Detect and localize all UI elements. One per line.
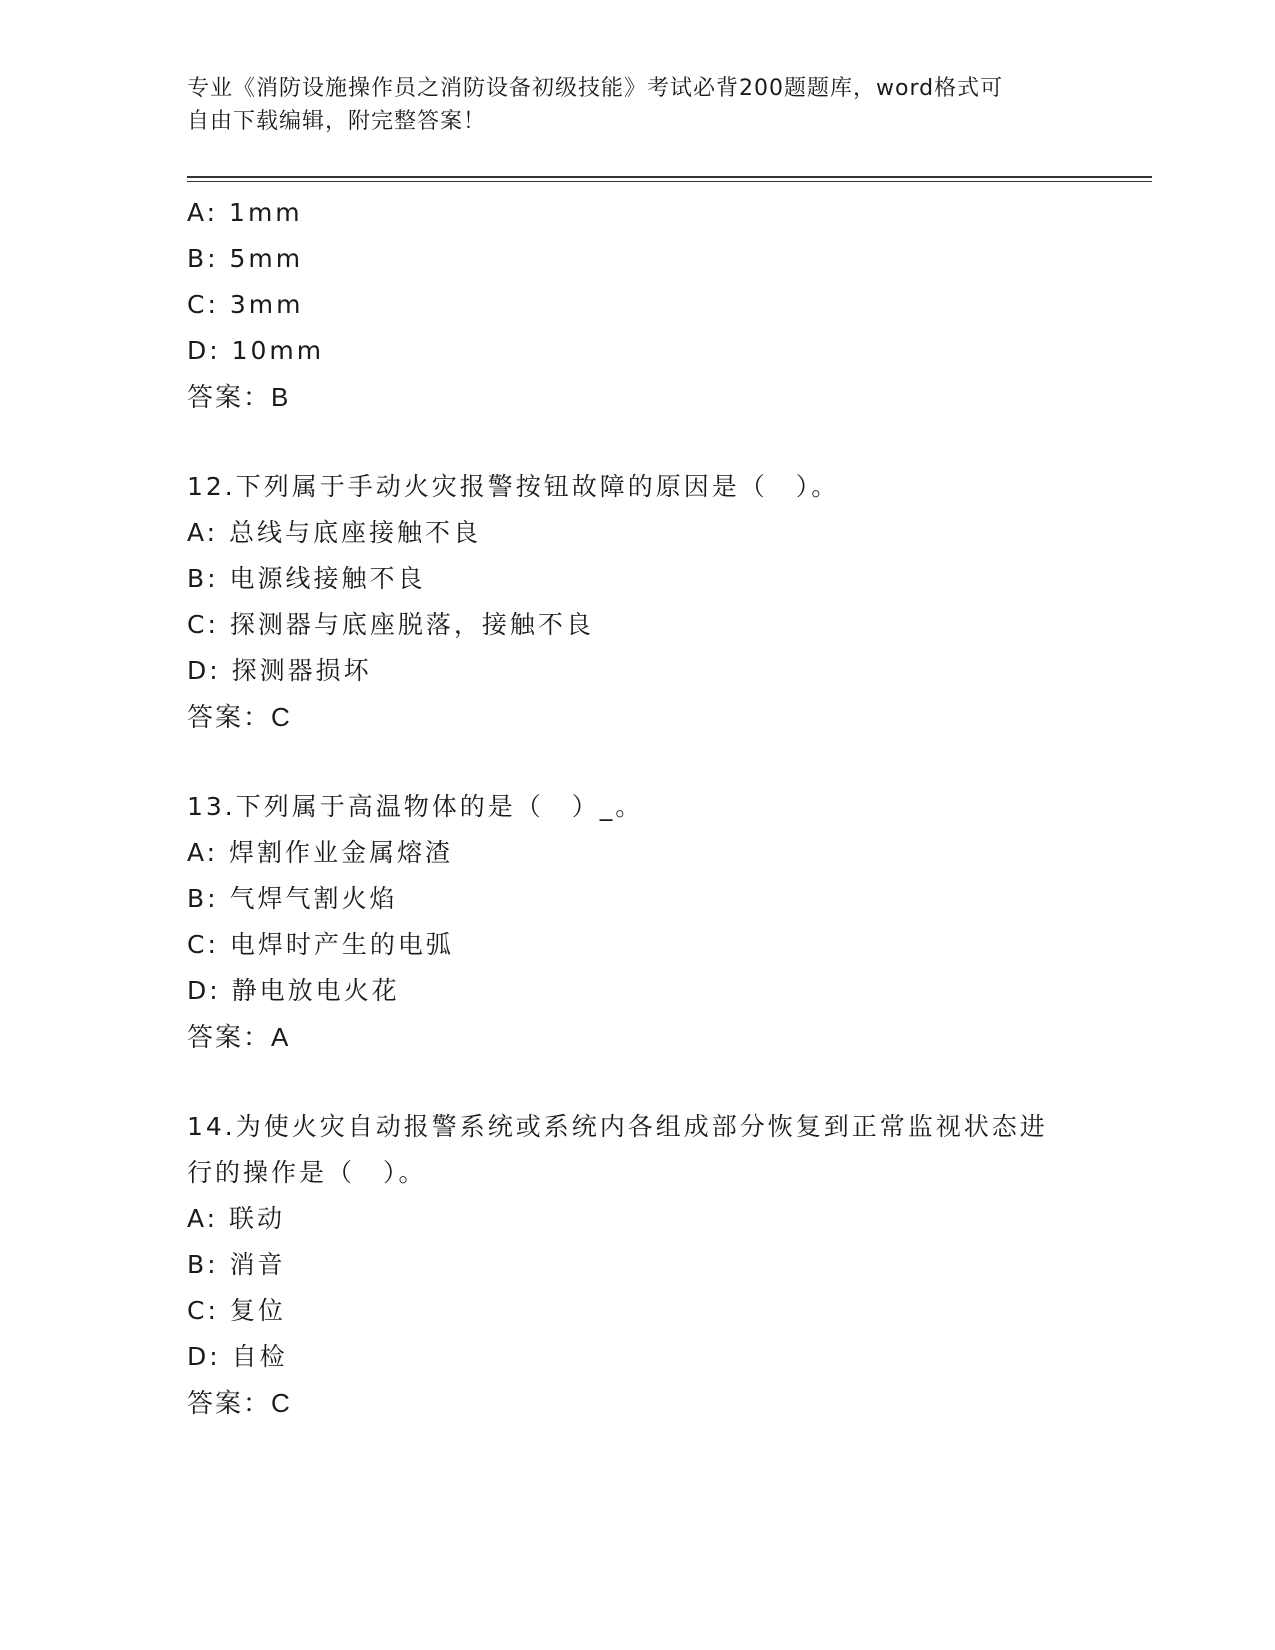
question-14 xyxy=(187,1104,1087,1426)
q12-answer: 答案：C xyxy=(187,702,292,732)
document-header xyxy=(187,72,1087,138)
q12-stem: 12.下列属于手动火灾报警按钮故障的原因是（ ）。 xyxy=(187,472,840,501)
q14-option-b: B: 消音 xyxy=(187,1250,286,1279)
q13-stem: 13.下列属于高温物体的是（ ）_。 xyxy=(187,792,644,821)
question-12 xyxy=(187,464,1087,740)
q12-option-b: B: 电源线接触不良 xyxy=(187,564,426,593)
q11-option-a: A: 1mm xyxy=(187,198,303,227)
header-title-line-1: 专业《消防设施操作员之消防设备初级技能》考试必背200题题库，word格式可 xyxy=(187,76,1004,101)
question-list xyxy=(187,190,1087,1426)
q13-option-a: A: 焊割作业金属熔渣 xyxy=(187,838,454,867)
q12-option-a: A: 总线与底座接触不良 xyxy=(187,518,482,547)
q13-answer: 答案：A xyxy=(187,1022,291,1052)
q11-answer: 答案：B xyxy=(187,382,291,412)
q11-option-c: C: 3mm xyxy=(187,290,304,319)
q12-option-c: C: 探测器与底座脱落，接触不良 xyxy=(187,610,594,639)
q13-option-b: B: 气焊气割火焰 xyxy=(187,884,398,913)
q14-stem-line-2: 行的操作是（ ）。 xyxy=(187,1158,427,1187)
question-11 xyxy=(187,190,1087,420)
spacer xyxy=(187,1060,1087,1104)
q14-stem-line-1: 14.为使火灾自动报警系统或系统内各组成部分恢复到正常监视状态进 xyxy=(187,1112,1048,1141)
header-divider-thin xyxy=(187,181,1152,182)
q13-option-d: D: 静电放电火花 xyxy=(187,976,400,1005)
q14-answer: 答案：C xyxy=(187,1388,292,1418)
q11-option-d: D: 10mm xyxy=(187,336,325,365)
header-title-line-2: 自由下载编辑，附完整答案！ xyxy=(187,109,487,134)
question-13 xyxy=(187,784,1087,1060)
q14-option-a: A: 联动 xyxy=(187,1204,286,1233)
header-divider-thick xyxy=(187,176,1152,178)
q13-option-c: C: 电焊时产生的电弧 xyxy=(187,930,454,959)
spacer xyxy=(187,420,1087,464)
q14-option-d: D: 自检 xyxy=(187,1342,288,1371)
q11-option-b: B: 5mm xyxy=(187,244,304,273)
spacer xyxy=(187,740,1087,784)
q12-option-d: D: 探测器损坏 xyxy=(187,656,372,685)
q14-option-c: C: 复位 xyxy=(187,1296,286,1325)
